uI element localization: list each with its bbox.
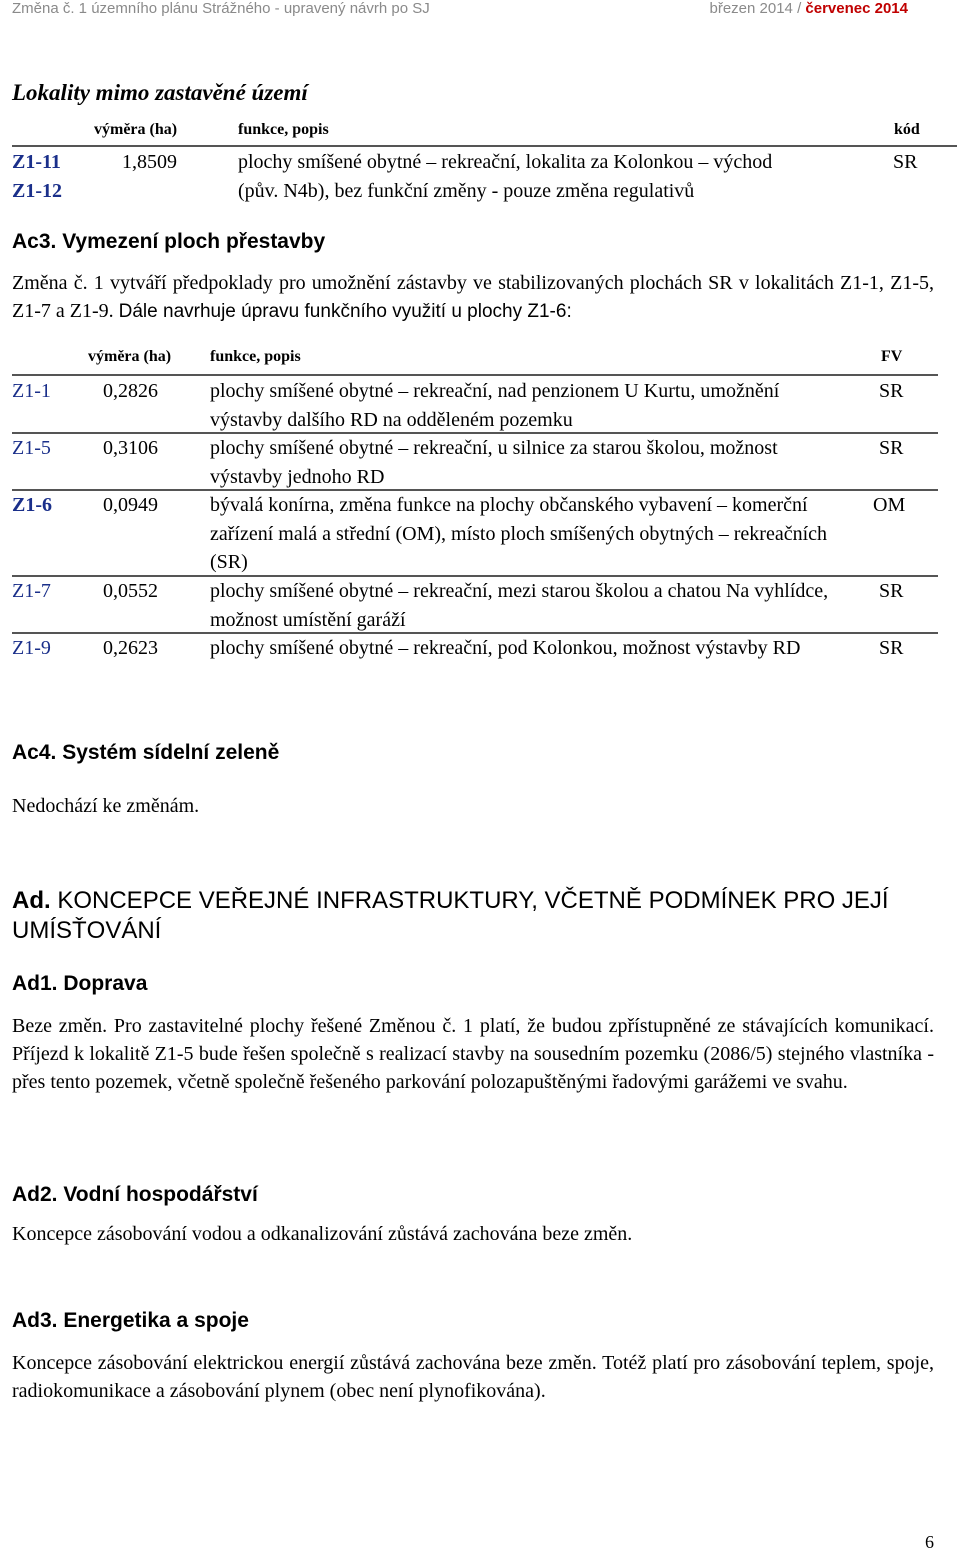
table2-header-area: výměra (ha)	[88, 348, 172, 365]
heading-ad-lead: Ad.	[12, 887, 51, 914]
ad3-text: Koncepce zásobování elektrickou energií zůstává zachována beze změn. Totéž platí pro zásobování teplem, spoje, radiokomunikace a zásobování plynem (obec není plynofikována).	[12, 1352, 934, 1402]
table2-row-desc: plochy smíšené obytné – rekreační, u silnice za starou školou, možnost výstavby jednoho RD	[210, 437, 778, 488]
table2-row-area: 0,2623	[103, 637, 158, 659]
table1-desc-line2: (pův. N4b), bez funkční změny - pouze změna regulativů	[238, 180, 695, 202]
heading-ad1: Ad1. Doprava	[12, 972, 148, 995]
header-document-title: Změna č. 1 územního plánu Strážného - upravený návrh po SJ	[12, 0, 430, 17]
running-header	[0, 0, 960, 22]
table1-header-area: výměra (ha)	[94, 121, 178, 138]
table2-row-desc: plochy smíšené obytné – rekreační, nad penzionem U Kurtu, umožnění výstavby dalšího RD na odděleném pozemku	[210, 380, 780, 431]
heading-ad	[12, 886, 932, 946]
table2-row-desc: bývalá konírna, změna funkce na plochy občanského vybavení – komerční zařízení malá a střední (OM), místo ploch smíšených obytných – rekreačních (SR)	[210, 494, 828, 573]
table2-row-area: 0,0949	[103, 494, 158, 516]
table2-row-area: 0,3106	[103, 437, 158, 459]
table1-header-rule	[12, 145, 957, 147]
table2-row-fv: OM	[873, 494, 906, 516]
table2-row-code: Z1-6	[12, 494, 52, 516]
ac4-text: Nedochází ke změnám.	[12, 795, 200, 817]
ad2-text: Koncepce zásobování vodou a odkanalizování zůstává zachována beze změn.	[12, 1223, 633, 1245]
header-date-original: březen 2014 /	[709, 0, 806, 17]
table1-kod: SR	[893, 151, 918, 173]
table1-desc-line1: plochy smíšené obytné – rekreační, lokalita za Kolonkou – východ	[238, 151, 773, 173]
ad1-text: Beze změn. Pro zastavitelné plochy řešené Změnou č. 1 platí, že budou zpřístupněné ze stávajících komunikací. Příjezd k lokalitě Z1-5 bude řešen společně s realizací stavby na sousedním pozemku (2086/5) stejného vlastníka - přes tento pozemek, včetně společně řešeného parkování polozapuštěnými řadovými garážemi ve svahu.	[12, 1015, 934, 1093]
ac3-intro-text-sans: Dále navrhuje úpravu funkčního využití u plochy Z1-6:	[118, 301, 572, 322]
table2-row-code: Z1-9	[12, 637, 51, 659]
table1-area: 1,8509	[122, 151, 177, 173]
table2-row-desc: plochy smíšené obytné – rekreační, mezi starou školou a chatou Na vyhlídce, možnost umístění garáží	[210, 580, 829, 631]
table2-row-code: Z1-7	[12, 580, 51, 602]
header-date	[710, 0, 909, 17]
ac3-intro	[12, 269, 934, 326]
table1-header-code: kód	[894, 121, 920, 138]
table2-row-fv: SR	[879, 380, 904, 402]
table1-code-z1-11: Z1-11	[12, 151, 61, 173]
table2-row-fv: SR	[879, 437, 904, 459]
header-date-revised: červenec 2014	[805, 0, 908, 17]
table2-row-code: Z1-5	[12, 437, 51, 459]
table2-header-fv: FV	[881, 348, 903, 365]
heading-ac3: Ac3. Vymezení ploch přestavby	[12, 230, 326, 253]
page-number: 6	[925, 1532, 934, 1552]
heading-ac4: Ac4. Systém sídelní zeleně	[12, 741, 280, 764]
table2-row-fv: SR	[879, 580, 904, 602]
heading-ad3: Ad3. Energetika a spoje	[12, 1309, 249, 1332]
table2-row-desc: plochy smíšené obytné – rekreační, pod Kolonkou, možnost výstavby RD	[210, 637, 801, 659]
table2-row-area: 0,0552	[103, 580, 158, 602]
table2-header-rule	[12, 374, 938, 376]
table1-code-z1-12: Z1-12	[12, 180, 62, 202]
table2-header-function: funkce, popis	[210, 348, 301, 365]
heading-ad2: Ad2. Vodní hospodářství	[12, 1183, 258, 1206]
heading-ad-rest: KONCEPCE VEŘEJNÉ INFRASTRUKTURY, VČETNĚ PODMÍNEK PRO JEJÍ UMÍSŤOVÁNÍ	[12, 887, 889, 944]
table2-row-fv: SR	[879, 637, 904, 659]
table2-row-area: 0,2826	[103, 380, 158, 402]
table2-row-code: Z1-1	[12, 380, 51, 402]
ac3-intro-text: Změna č. 1 vytváří předpoklady pro umožnění zástavby ve stabilizovaných plochách SR v lokalitách Z1-1, Z1-5, Z1-7 a Z1-9.	[12, 272, 934, 322]
heading-lokality: Lokality mimo zastavěné území	[12, 80, 308, 105]
table1-header-function: funkce, popis	[238, 121, 329, 138]
